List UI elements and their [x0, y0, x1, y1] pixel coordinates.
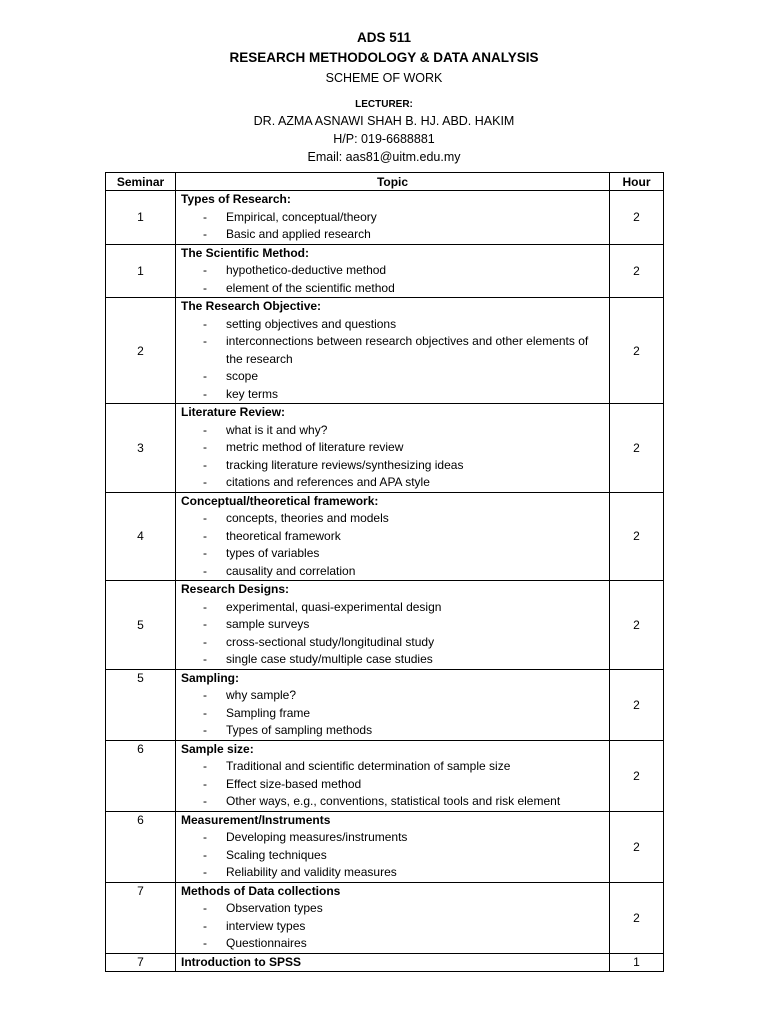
table-row: [106, 581, 664, 670]
seminar-cell: 7: [106, 953, 176, 972]
topic-title: Research Designs:: [181, 582, 290, 596]
dash-marker: -: [203, 546, 207, 560]
topic-point: [181, 474, 604, 492]
table-row: [106, 882, 664, 953]
topic-point-text: citations and references and APA style: [226, 475, 430, 489]
topic-point: [181, 829, 604, 847]
topic-point-text: scope: [226, 369, 259, 383]
lecturer-phone: H/P: 019-6688881: [333, 132, 435, 146]
hour-cell: 2: [610, 404, 664, 493]
seminar-cell: 4: [106, 492, 176, 581]
topic-points: [181, 829, 604, 882]
hour-cell: 2: [610, 581, 664, 670]
document-header: [0, 28, 768, 166]
topic-point-text: hypothetico-deductive method: [226, 263, 387, 277]
topic-point: [181, 599, 604, 617]
topic-point: [181, 758, 604, 776]
topic-point-text: Observation types: [226, 901, 323, 915]
topic-title: Conceptual/theoretical framework:: [181, 493, 379, 508]
dash-marker: -: [203, 776, 207, 791]
hour-cell: 2: [610, 882, 664, 953]
topic-point: [181, 439, 604, 457]
table-row: [106, 191, 664, 245]
topic-points: [181, 687, 604, 740]
hour-cell: 2: [610, 740, 664, 811]
topic-point-text: key terms: [226, 386, 279, 401]
topic-point: [181, 634, 604, 652]
topic-point: [181, 545, 604, 563]
topic-points: [181, 209, 604, 244]
dash-marker: -: [203, 936, 207, 950]
table-row: [106, 404, 664, 493]
topic-title: Measurement/Instruments: [181, 812, 331, 827]
topic-cell: [176, 492, 610, 581]
topic-point: [181, 316, 604, 334]
topic-point: [181, 333, 604, 368]
dash-marker: -: [203, 511, 207, 525]
seminar-cell: 5: [106, 581, 176, 670]
topic-point: [181, 900, 604, 918]
table-body: [106, 191, 664, 972]
topic-point: [181, 793, 604, 811]
topic-column-header: Topic: [176, 173, 610, 191]
topic-point: [181, 528, 604, 546]
topic-cell: [176, 740, 610, 811]
topic-point: [181, 847, 604, 865]
topic-point-text: Empirical, conceptual/theory: [226, 209, 377, 224]
topic-cell: [176, 404, 610, 493]
seminar-cell: 6: [106, 740, 176, 811]
hour-cell: 2: [610, 811, 664, 882]
table-row: [106, 244, 664, 298]
dash-marker: -: [203, 209, 207, 224]
topic-points: [181, 510, 604, 580]
topic-title: The Research Objective:: [181, 299, 322, 313]
lecturer-label: LECTURER:: [355, 99, 413, 110]
dash-marker: -: [203, 759, 207, 773]
hour-cell: 2: [610, 669, 664, 740]
seminar-cell: 7: [106, 882, 176, 953]
topic-point: [181, 280, 604, 298]
topic-point: [181, 563, 604, 581]
topic-point-text: Basic and applied research: [226, 227, 371, 241]
hour-cell: 2: [610, 492, 664, 581]
topic-cell: [176, 581, 610, 670]
dash-marker: -: [203, 847, 207, 862]
topic-point-text: why sample?: [226, 688, 297, 702]
dash-marker: -: [203, 334, 207, 348]
seminar-cell: 5: [106, 669, 176, 740]
table-row: [106, 811, 664, 882]
dash-marker: -: [203, 227, 207, 241]
topic-point: [181, 616, 604, 634]
table-row: [106, 953, 664, 972]
scheme-of-work-table: [105, 172, 664, 972]
topic-title: The Scientific Method:: [181, 245, 310, 260]
dash-marker: -: [203, 528, 207, 543]
dash-marker: -: [203, 794, 207, 808]
topic-point-text: Traditional and scientific determination of sample size: [226, 759, 511, 773]
topic-point-text: Questionnaires: [226, 936, 307, 950]
topic-point: [181, 209, 604, 227]
topic-cell: [176, 811, 610, 882]
topic-points: [181, 316, 604, 404]
dash-marker: -: [203, 457, 207, 472]
topic-point: [181, 864, 604, 882]
hour-cell: 2: [610, 191, 664, 245]
seminar-cell: 1: [106, 244, 176, 298]
topic-point-text: Developing measures/instruments: [226, 830, 408, 844]
dash-marker: -: [203, 652, 207, 666]
dash-marker: -: [203, 440, 207, 454]
topic-point: [181, 510, 604, 528]
topic-title: Methods of Data collections: [181, 883, 341, 898]
hour-column-header: Hour: [610, 173, 664, 191]
lecturer-email: Email: aas81@uitm.edu.my: [307, 150, 461, 164]
topic-point-text: concepts, theories and models: [226, 511, 389, 525]
topic-point-text: element of the scientific method: [226, 280, 395, 295]
topic-title: Introduction to SPSS: [181, 954, 301, 969]
table-header-row: [106, 173, 664, 191]
topic-cell: [176, 244, 610, 298]
hour-cell: 2: [610, 244, 664, 298]
dash-marker: -: [203, 263, 207, 277]
dash-marker: -: [203, 830, 207, 844]
topic-point-text: Other ways, e.g., conventions, statistical tools and risk element: [226, 794, 561, 808]
table-row: [106, 740, 664, 811]
topic-point: [181, 918, 604, 936]
topic-point-text: cross-sectional study/longitudinal study: [226, 634, 435, 649]
topic-point-text: Sampling frame: [226, 705, 311, 720]
topic-point-text: tracking literature reviews/synthesizing ideas: [226, 457, 464, 472]
topic-title: Sample size:: [181, 741, 254, 756]
topic-point-text: causality and correlation: [226, 563, 356, 578]
topic-points: [181, 262, 604, 297]
dash-marker: -: [203, 386, 207, 401]
topic-point-text: Reliability and validity measures: [226, 865, 397, 879]
dash-marker: -: [203, 316, 207, 331]
topic-cell: [176, 669, 610, 740]
topic-points: [181, 758, 604, 811]
topic-point-text: types of variables: [226, 546, 320, 560]
document-subtitle: SCHEME OF WORK: [325, 71, 443, 85]
dash-marker: -: [203, 617, 207, 631]
seminar-cell: 2: [106, 298, 176, 404]
topic-point-text: what is it and why?: [226, 422, 328, 437]
topic-point: [181, 422, 604, 440]
table-row: [106, 298, 664, 404]
dash-marker: -: [203, 280, 207, 295]
topic-cell: [176, 191, 610, 245]
topic-title: Sampling:: [181, 670, 240, 685]
topic-point-text: Effect size-based method: [226, 776, 362, 791]
lecturer-name: DR. AZMA ASNAWI SHAH B. HJ. ABD. HAKIM: [253, 114, 515, 128]
hour-cell: 2: [610, 298, 664, 404]
dash-marker: -: [203, 901, 207, 915]
topic-point-text: sample surveys: [226, 617, 310, 631]
topic-point: [181, 722, 604, 740]
dash-marker: -: [203, 422, 207, 437]
course-title: RESEARCH METHODOLOGY & DATA ANALYSIS: [229, 50, 539, 65]
seminar-column-header: Seminar: [106, 173, 176, 191]
topic-cell: [176, 882, 610, 953]
topic-point-text: Types of sampling methods: [226, 723, 373, 737]
dash-marker: -: [203, 918, 207, 933]
topic-point: [181, 705, 604, 723]
topic-point-text: setting objectives and questions: [226, 316, 397, 331]
dash-marker: -: [203, 865, 207, 879]
topic-point: [181, 776, 604, 794]
dash-marker: -: [203, 723, 207, 737]
dash-marker: -: [203, 634, 207, 649]
seminar-cell: 6: [106, 811, 176, 882]
dash-marker: -: [203, 563, 207, 578]
topic-cell: [176, 953, 610, 972]
topic-point: [181, 651, 604, 669]
table-row: [106, 492, 664, 581]
topic-point: [181, 457, 604, 475]
course-code: ADS 511: [356, 30, 412, 45]
topic-point-text: single case study/multiple case studies: [226, 652, 433, 666]
topic-cell: [176, 298, 610, 404]
topic-title: Types of Research:: [181, 192, 291, 206]
topic-points: [181, 599, 604, 669]
topic-point-text: theoretical framework: [226, 528, 341, 543]
dash-marker: -: [203, 369, 207, 383]
topic-title: Literature Review:: [181, 405, 286, 419]
topic-point: [181, 935, 604, 953]
topic-point: [181, 687, 604, 705]
topic-points: [181, 900, 604, 953]
topic-point-text: experimental, quasi-experimental design: [226, 599, 442, 614]
topic-point-text: metric method of literature review: [226, 440, 404, 454]
topic-point-text: interview types: [226, 918, 306, 933]
dash-marker: -: [203, 475, 207, 489]
dash-marker: -: [203, 705, 207, 720]
topic-points: [181, 422, 604, 492]
topic-point: [181, 386, 604, 404]
topic-point-text: interconnections between research objectives and other elements of the research: [226, 334, 589, 366]
topic-point-text: Scaling techniques: [226, 847, 327, 862]
seminar-cell: 1: [106, 191, 176, 245]
dash-marker: -: [203, 688, 207, 702]
hour-cell: 1: [610, 953, 664, 972]
dash-marker: -: [203, 599, 207, 614]
seminar-cell: 3: [106, 404, 176, 493]
topic-point: [181, 368, 604, 386]
topic-point: [181, 226, 604, 244]
topic-point: [181, 262, 604, 280]
table-row: [106, 669, 664, 740]
